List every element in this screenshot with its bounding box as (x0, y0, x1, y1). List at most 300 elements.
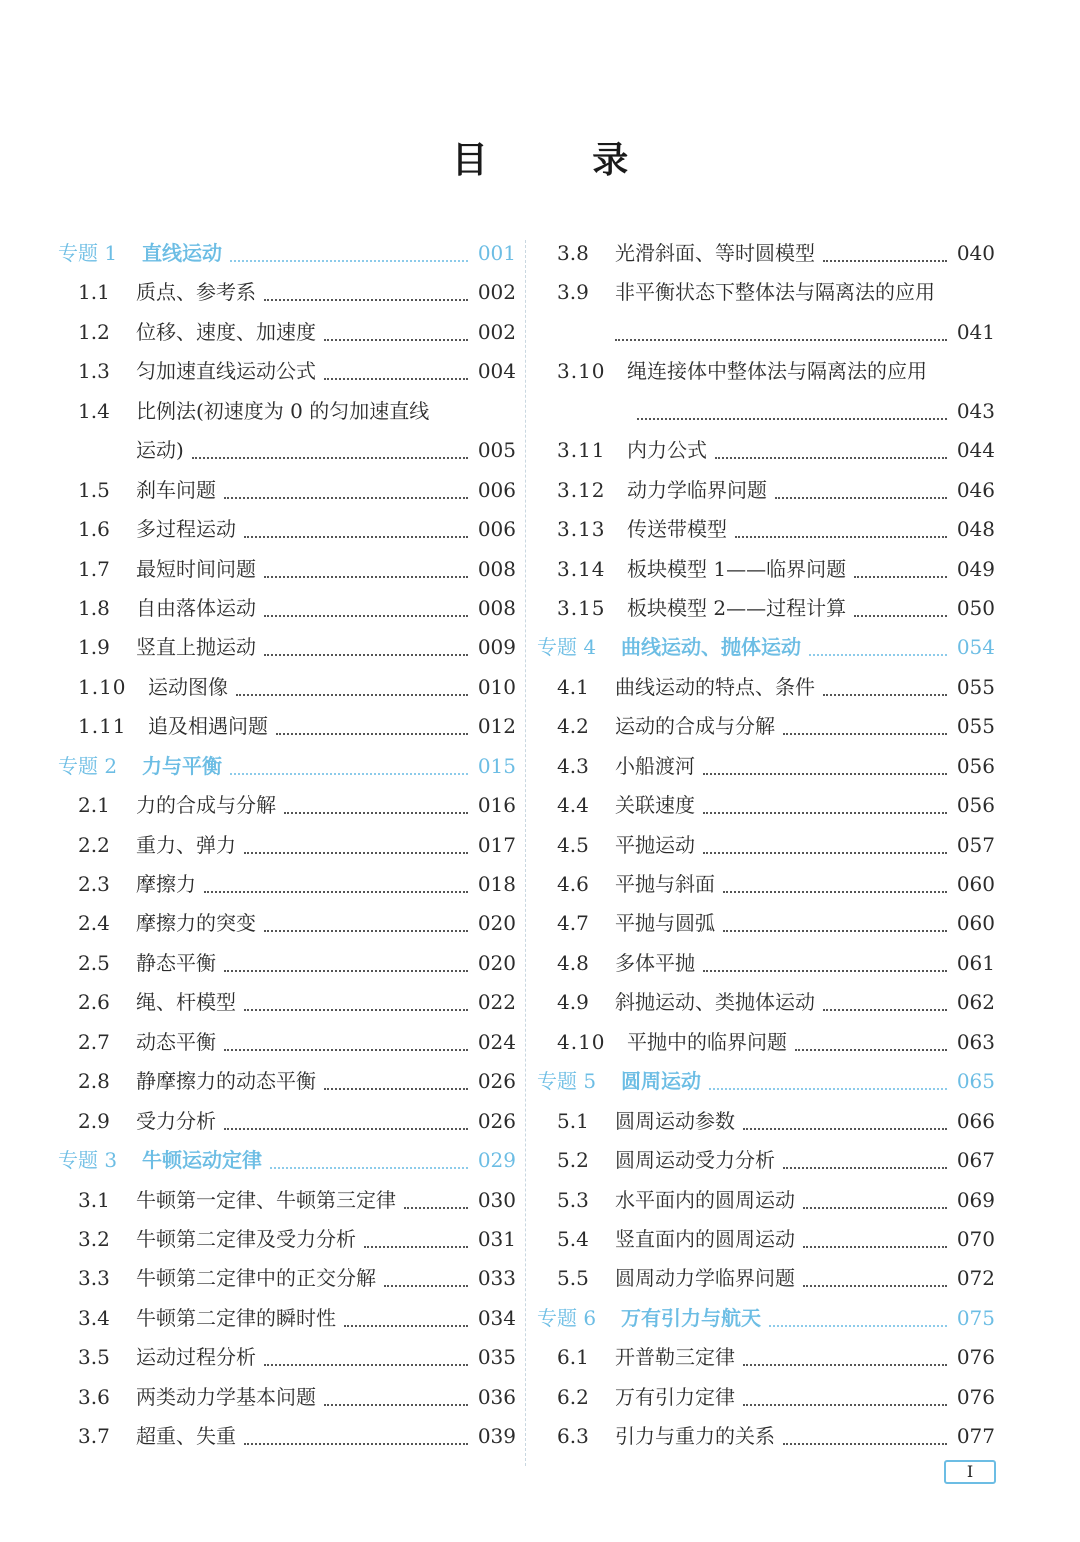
section-title: 牛顿运动定律 (142, 1148, 262, 1173)
entry-number: 6.2 (557, 1384, 589, 1409)
page-number: 049 (956, 556, 995, 581)
leader-dots (192, 447, 468, 459)
toc-entry-row[interactable] (58, 628, 516, 667)
section-number: 专题 6 (537, 1305, 597, 1330)
leader-dots (703, 842, 947, 854)
leader-dots (264, 1354, 468, 1366)
entry-number: 4.1 (557, 674, 589, 699)
page-number: 035 (477, 1345, 516, 1370)
toc-entry-row[interactable] (58, 1259, 516, 1298)
toc-entry-row[interactable] (58, 471, 516, 510)
toc-entry-row[interactable] (537, 431, 995, 470)
toc-entry-row[interactable] (58, 1220, 516, 1259)
entry-number: 1.4 (78, 398, 110, 423)
leader-dots (224, 1118, 468, 1130)
entry-number: 3.12 (557, 477, 606, 502)
entry-title: 运动过程分析 (136, 1345, 256, 1370)
entry-number: 1.7 (78, 556, 110, 581)
entry-number: 3.5 (78, 1345, 110, 1370)
page-number: 056 (956, 753, 995, 778)
entry-title: 绳、杆模型 (136, 990, 236, 1015)
leader-dots (230, 763, 468, 775)
section-number: 专题 5 (537, 1069, 597, 1094)
leader-dots (244, 842, 468, 854)
toc-entry-row[interactable] (537, 904, 995, 943)
leader-dots (364, 1236, 468, 1248)
toc-entry-row[interactable] (537, 707, 995, 746)
entry-title: 板块模型 2——过程计算 (627, 595, 847, 620)
leader-dots (264, 289, 468, 301)
page-number: 044 (956, 438, 995, 463)
toc-entry-row[interactable] (58, 550, 516, 589)
toc-entry-row[interactable] (58, 707, 516, 746)
entry-title: 水平面内的圆周运动 (615, 1187, 795, 1212)
leader-dots (230, 250, 468, 262)
leader-dots (743, 1394, 947, 1406)
page-number: 033 (477, 1266, 516, 1291)
entry-number: 3.9 (557, 280, 589, 305)
leader-dots (270, 1157, 468, 1169)
leader-dots (854, 605, 947, 617)
entry-title: 质点、参考系 (136, 280, 256, 305)
entry-number: 2.8 (78, 1069, 110, 1094)
toc-entry-row[interactable] (58, 313, 516, 352)
entry-title: 平抛运动 (615, 832, 695, 857)
entry-title: 圆周运动受力分析 (615, 1148, 775, 1173)
toc-entry-row[interactable] (537, 510, 995, 549)
section-title: 圆周运动 (621, 1069, 701, 1094)
entry-number: 1.9 (78, 635, 110, 660)
page-number: 012 (477, 714, 516, 739)
entry-title: 非平衡状态下整体法与隔离法的应用 (615, 280, 935, 305)
entry-title: 刹车问题 (136, 477, 216, 502)
entry-title: 动态平衡 (136, 1029, 216, 1054)
entry-title: 平抛中的临界问题 (627, 1029, 787, 1054)
entry-title: 圆周运动参数 (615, 1108, 735, 1133)
entry-number: 2.1 (78, 793, 110, 818)
leader-dots (723, 920, 947, 932)
toc-entry-row[interactable] (537, 352, 995, 391)
toc-entry-row[interactable] (58, 944, 516, 983)
entry-number: 6.1 (557, 1345, 589, 1370)
page-number: 031 (477, 1226, 516, 1251)
entry-title: 万有引力定律 (615, 1384, 735, 1409)
leader-dots (783, 1157, 947, 1169)
entry-number: 2.4 (78, 911, 110, 936)
toc-entry-row[interactable] (58, 1417, 516, 1456)
toc-section-row[interactable] (537, 1062, 995, 1101)
entry-title: 运动的合成与分解 (615, 714, 775, 739)
entry-title: 牛顿第二定律的瞬时性 (136, 1305, 336, 1330)
leader-dots (795, 1039, 947, 1051)
toc-right-column (537, 234, 995, 1457)
page-number: 056 (956, 793, 995, 818)
entry-title: 平抛与斜面 (615, 872, 715, 896)
toc-entry-row[interactable] (537, 1378, 995, 1417)
entry-title: 板块模型 1——临界问题 (627, 556, 847, 581)
entry-title: 曲线运动的特点、条件 (615, 674, 815, 699)
entry-title: 动力学临界问题 (627, 477, 767, 502)
entry-number: 4.6 (557, 872, 589, 896)
section-number: 专题 4 (537, 635, 597, 660)
leader-dots (823, 250, 947, 262)
entry-number: 3.2 (78, 1226, 110, 1251)
page-title: 目 录 (451, 140, 675, 181)
entry-number: 4.10 (557, 1029, 606, 1054)
page-number: 072 (956, 1266, 995, 1291)
entry-title: 牛顿第二定律中的正交分解 (136, 1266, 376, 1291)
entry-title: 匀加速直线运动公式 (136, 359, 316, 384)
page-number: 067 (956, 1148, 995, 1173)
entry-number: 6.3 (557, 1424, 589, 1449)
page-number: 040 (956, 241, 995, 265)
page-number: 030 (477, 1187, 516, 1212)
toc-entry-row[interactable] (537, 1181, 995, 1220)
toc-section-row[interactable] (58, 747, 516, 786)
entry-title: 小船渡河 (615, 753, 695, 778)
entry-number: 4.4 (557, 793, 589, 818)
leader-dots (224, 487, 468, 499)
entry-number: 1.6 (78, 517, 110, 542)
page-number: 039 (477, 1424, 516, 1449)
entry-title: 圆周动力学临界问题 (615, 1266, 795, 1291)
entry-title: 静摩擦力的动态平衡 (136, 1069, 316, 1094)
entry-title: 摩擦力 (136, 872, 196, 896)
leader-dots (769, 1315, 947, 1327)
entry-number: 2.9 (78, 1108, 110, 1133)
entry-title: 关联速度 (615, 793, 695, 818)
entry-number: 5.3 (557, 1187, 589, 1212)
leader-dots (703, 802, 947, 814)
toc-entry-row[interactable] (537, 944, 995, 983)
entry-number: 2.6 (78, 990, 110, 1015)
entry-number: 3.13 (557, 517, 606, 542)
page-number: 010 (477, 674, 516, 699)
leader-dots (264, 605, 468, 617)
page-number: 018 (477, 872, 516, 896)
leader-dots (803, 1275, 947, 1287)
page-number: 050 (956, 595, 995, 620)
leader-dots (224, 960, 468, 972)
entry-number: 1.5 (78, 477, 110, 502)
leader-dots (715, 447, 947, 459)
leader-dots (803, 1236, 947, 1248)
page-number: 066 (956, 1108, 995, 1133)
toc-entry-row[interactable] (58, 786, 516, 825)
leader-dots (264, 920, 468, 932)
leader-dots (324, 329, 468, 341)
entry-number: 2.7 (78, 1029, 110, 1054)
entry-title: 绳连接体中整体法与隔离法的应用 (627, 359, 927, 384)
toc-entry-row[interactable] (537, 1417, 995, 1456)
leader-dots (404, 1197, 468, 1209)
leader-dots (324, 368, 468, 380)
page-number: 043 (956, 398, 995, 423)
page-number: 008 (477, 595, 516, 620)
entry-title: 自由落体运动 (136, 595, 256, 620)
toc-entry-row[interactable] (537, 392, 995, 431)
leader-dots (823, 684, 947, 696)
entry-title: 比例法(初速度为 0 的匀加速直线 (136, 398, 430, 423)
entry-number: 1.10 (78, 674, 127, 699)
page-number: 062 (956, 990, 995, 1015)
page-number: 024 (477, 1029, 516, 1054)
toc-entry-row[interactable] (58, 826, 516, 865)
toc-entry-row[interactable] (537, 1141, 995, 1180)
entry-number: 3.10 (557, 359, 606, 384)
page-number: 063 (956, 1029, 995, 1054)
toc-entry-row[interactable] (537, 550, 995, 589)
page-number: 022 (477, 990, 516, 1015)
toc-entry-row[interactable] (58, 589, 516, 628)
page-number: 009 (477, 635, 516, 660)
entry-title: 受力分析 (136, 1108, 216, 1133)
toc-entry-row[interactable] (537, 1102, 995, 1141)
entry-number: 1.2 (78, 319, 110, 344)
entry-number: 4.8 (557, 950, 589, 975)
section-title: 力与平衡 (142, 753, 222, 778)
section-title: 曲线运动、抛体运动 (621, 635, 801, 660)
page-number: 061 (956, 950, 995, 975)
entry-number: 1.1 (78, 280, 110, 305)
entry-number: 4.7 (557, 911, 589, 936)
entry-number: 3.15 (557, 595, 606, 620)
page-number: 026 (477, 1069, 516, 1094)
entry-title: 运动) (136, 438, 184, 463)
page-number: 008 (477, 556, 516, 581)
entry-number: 2.2 (78, 832, 110, 857)
entry-number: 1.11 (78, 714, 127, 739)
entry-title: 牛顿第一定律、牛顿第三定律 (136, 1187, 396, 1212)
column-divider (525, 240, 526, 1466)
leader-dots (854, 566, 947, 578)
leader-dots (723, 881, 947, 893)
page-number: 006 (477, 517, 516, 542)
entry-number: 3.7 (78, 1424, 110, 1449)
toc-section-row[interactable] (537, 1299, 995, 1338)
toc-entry-row[interactable] (537, 826, 995, 865)
toc-entry-row[interactable] (537, 1259, 995, 1298)
entry-number: 2.5 (78, 950, 110, 975)
toc-entry-row[interactable] (537, 668, 995, 707)
toc-entry-row[interactable] (58, 1338, 516, 1377)
leader-dots (324, 1394, 468, 1406)
entry-title: 最短时间问题 (136, 556, 256, 581)
toc-entry-row[interactable] (58, 983, 516, 1022)
page-number: 041 (956, 319, 995, 344)
entry-number: 5.1 (557, 1108, 589, 1133)
entry-title: 斜抛运动、类抛体运动 (615, 990, 815, 1015)
entry-number: 3.11 (557, 438, 606, 463)
page-number: 036 (477, 1384, 516, 1409)
page-number: 055 (956, 674, 995, 699)
toc-entry-row[interactable] (58, 431, 516, 470)
leader-dots (324, 1078, 468, 1090)
entry-number: 3.4 (78, 1305, 110, 1330)
leader-dots (384, 1275, 468, 1287)
entry-number: 3.6 (78, 1384, 110, 1409)
page-number: 002 (477, 280, 516, 305)
entry-title: 摩擦力的突变 (136, 911, 256, 936)
leader-dots (703, 960, 947, 972)
entry-title: 多过程运动 (136, 517, 236, 542)
toc-entry-row[interactable] (537, 273, 995, 312)
page-number: 020 (477, 911, 516, 936)
toc-entry-row[interactable] (537, 471, 995, 510)
toc-entry-row[interactable] (58, 865, 516, 904)
page-number: 020 (477, 950, 516, 975)
entry-number: 3.8 (557, 241, 589, 265)
toc-entry-row[interactable] (537, 1220, 995, 1259)
leader-dots (809, 644, 947, 656)
entry-title: 传送带模型 (627, 517, 727, 542)
entry-title: 开普勒三定律 (615, 1345, 735, 1370)
toc-entry-row[interactable] (537, 747, 995, 786)
page-number: 060 (956, 911, 995, 936)
toc-section-row[interactable] (58, 234, 516, 273)
leader-dots (709, 1078, 947, 1090)
leader-dots (743, 1354, 947, 1366)
entry-title: 竖直面内的圆周运动 (615, 1226, 795, 1251)
leader-dots (284, 802, 468, 814)
entry-title: 牛顿第二定律及受力分析 (136, 1226, 356, 1251)
section-number: 专题 1 (58, 241, 118, 265)
leader-dots (783, 1433, 947, 1445)
entry-number: 4.3 (557, 753, 589, 778)
page-number-marker: I (944, 1460, 996, 1484)
entry-title: 引力与重力的关系 (615, 1424, 775, 1449)
entry-title: 多体平抛 (615, 950, 695, 975)
leader-dots (244, 999, 468, 1011)
entry-number: 1.8 (78, 595, 110, 620)
toc-entry-row[interactable] (537, 313, 995, 352)
page-number: 004 (477, 359, 516, 384)
entry-number: 5.4 (557, 1226, 589, 1251)
entry-title: 追及相遇问题 (148, 714, 268, 739)
entry-title: 重力、弹力 (136, 832, 236, 857)
page-number: 077 (956, 1424, 995, 1449)
section-number: 专题 3 (58, 1148, 118, 1173)
toc-entry-row[interactable] (58, 1181, 516, 1220)
toc-left-column (58, 234, 516, 1457)
toc-entry-row[interactable] (58, 392, 516, 431)
page-number: 055 (956, 714, 995, 739)
leader-dots (775, 487, 947, 499)
toc-entry-row[interactable] (537, 983, 995, 1022)
toc-entry-row[interactable] (58, 1023, 516, 1062)
leader-dots (344, 1315, 468, 1327)
toc-entry-row[interactable] (537, 786, 995, 825)
page-number: 029 (477, 1148, 516, 1173)
toc-entry-row[interactable] (58, 510, 516, 549)
toc-entry-row[interactable] (537, 1338, 995, 1377)
entry-title: 力的合成与分解 (136, 793, 276, 818)
page-number: 070 (956, 1226, 995, 1251)
leader-dots (803, 1197, 947, 1209)
toc-entry-row[interactable] (537, 865, 995, 904)
entry-number: 3.1 (78, 1187, 110, 1212)
toc-entry-row[interactable] (58, 1378, 516, 1417)
leader-dots (224, 1039, 468, 1051)
entry-number: 4.5 (557, 832, 589, 857)
page-number: 026 (477, 1108, 516, 1133)
entry-title: 内力公式 (627, 438, 707, 463)
entry-number: 4.2 (557, 714, 589, 739)
page-number: 060 (956, 872, 995, 896)
toc-section-row[interactable] (58, 1141, 516, 1180)
section-title: 直线运动 (142, 241, 222, 265)
page-number: 016 (477, 793, 516, 818)
toc-entry-row[interactable] (537, 1023, 995, 1062)
page-number: 075 (956, 1305, 995, 1330)
page-number: 015 (477, 753, 516, 778)
page-number: 048 (956, 517, 995, 542)
page-number: 076 (956, 1345, 995, 1370)
entry-title: 竖直上抛运动 (136, 635, 256, 660)
entry-number: 1.3 (78, 359, 110, 384)
leader-dots (743, 1118, 947, 1130)
toc-entry-row[interactable] (58, 1102, 516, 1141)
page-number: 005 (477, 438, 516, 463)
entry-title: 平抛与圆弧 (615, 911, 715, 936)
page-number: 001 (477, 241, 516, 265)
toc-entry-row[interactable] (58, 273, 516, 312)
leader-dots (735, 526, 947, 538)
entry-title: 位移、速度、加速度 (136, 319, 316, 344)
entry-title: 静态平衡 (136, 950, 216, 975)
section-title: 万有引力与航天 (621, 1305, 761, 1330)
toc-entry-row[interactable] (537, 234, 995, 273)
section-number: 专题 2 (58, 753, 118, 778)
toc-entry-row[interactable] (58, 1062, 516, 1101)
entry-number: 3.3 (78, 1266, 110, 1291)
page-number: 034 (477, 1305, 516, 1330)
leader-dots (236, 684, 468, 696)
leader-dots (244, 1433, 468, 1445)
page-number: 065 (956, 1069, 995, 1094)
leader-dots (703, 763, 947, 775)
toc-entry-row[interactable] (58, 668, 516, 707)
toc-entry-row[interactable] (58, 1299, 516, 1338)
page-number: 057 (956, 832, 995, 857)
entry-title: 光滑斜面、等时圆模型 (615, 241, 815, 265)
entry-number: 3.14 (557, 556, 606, 581)
entry-title: 两类动力学基本问题 (136, 1384, 316, 1409)
page-number: 069 (956, 1187, 995, 1212)
toc-entry-row[interactable] (58, 352, 516, 391)
toc-section-row[interactable] (537, 628, 995, 667)
page-number: 046 (956, 477, 995, 502)
entry-number: 5.5 (557, 1266, 589, 1291)
entry-number: 5.2 (557, 1148, 589, 1173)
page-number: 017 (477, 832, 516, 857)
leader-dots (204, 881, 468, 893)
leader-dots (244, 526, 468, 538)
leader-dots (783, 723, 947, 735)
page-number: 076 (956, 1384, 995, 1409)
leader-dots (264, 644, 468, 656)
leader-dots (637, 408, 947, 420)
toc-entry-row[interactable] (58, 904, 516, 943)
entry-number: 4.9 (557, 990, 589, 1015)
entry-title: 运动图像 (148, 674, 228, 699)
toc-entry-row[interactable] (537, 589, 995, 628)
page-number: 006 (477, 477, 516, 502)
page-number: 054 (956, 635, 995, 660)
leader-dots (276, 723, 468, 735)
entry-title: 超重、失重 (136, 1424, 236, 1449)
page-number: 002 (477, 319, 516, 344)
